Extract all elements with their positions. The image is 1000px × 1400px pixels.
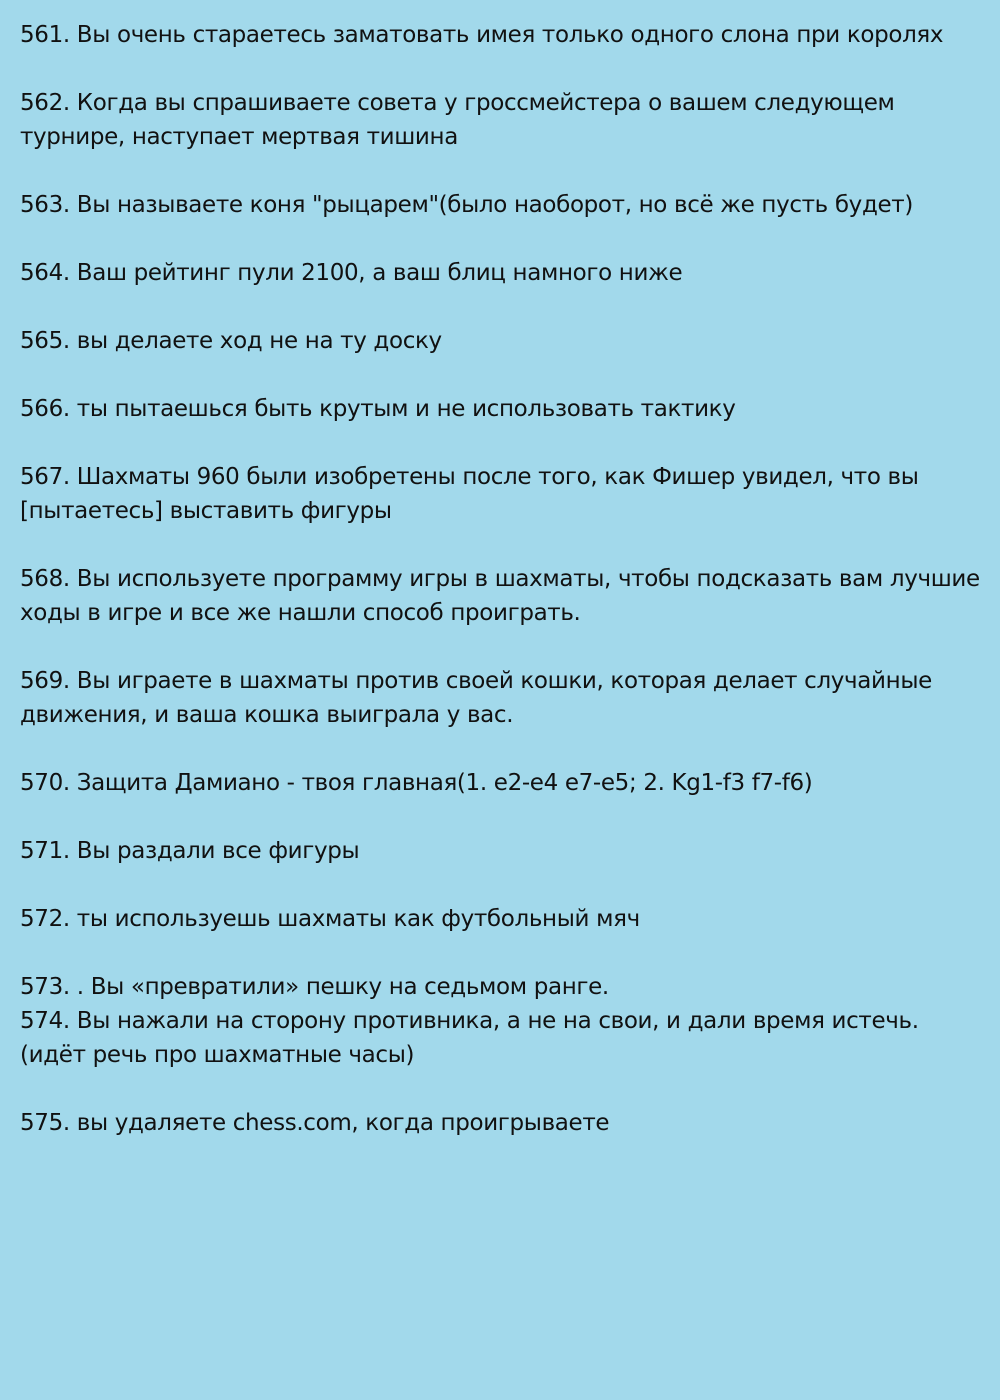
entry-570: 570. Защита Дамиано - твоя главная(1. e2-e4 e7-e5; 2. Kg1-f3 f7-f6) [20,770,813,796]
spacer [20,154,982,188]
spacer [20,630,982,664]
entry-561: 561. Вы очень стараетесь заматовать имея только одного слона при королях [20,22,944,48]
entry-568: 568. Вы используете программу игры в шахматы, чтобы подсказать вам лучшие ходы в игре и все же нашли способ проиграть. [20,566,980,626]
entry-564: 564. Ваш рейтинг пули 2100, а ваш блиц намного ниже [20,260,683,286]
spacer [20,528,982,562]
entry-572: 572. ты используешь шахматы как футбольный мяч [20,906,640,932]
spacer [20,290,982,324]
spacer [20,800,982,834]
spacer [20,222,982,256]
spacer [20,426,982,460]
entry-573: 573. . Вы «превратили» пешку на седьмом ранге. [20,974,609,1000]
entry-575: 575. вы удаляете chess.com, когда проигрываете [20,1110,610,1136]
spacer [20,52,982,86]
spacer [20,1072,982,1106]
entry-563: 563. Вы называете коня "рыцарем"(было наоборот, но всё же пусть будет) [20,192,913,218]
entry-574: 574. Вы нажали на сторону противника, а не на свои, и дали время истечь.(идёт речь про шахматные часы) [20,1008,919,1068]
entry-565: 565. вы делаете ход не на ту доску [20,328,442,354]
spacer [20,936,982,970]
entry-566: 566. ты пытаешься быть крутым и не использовать тактику [20,396,736,422]
entry-571: 571. Вы раздали все фигуры [20,838,360,864]
spacer [20,358,982,392]
spacer [20,732,982,766]
entry-567: 567. Шахматы 960 были изобретены после того, как Фишер увидел, что вы [пытаетесь] выставить фигуры [20,464,919,524]
spacer [20,868,982,902]
entry-562: 562. Когда вы спрашиваете совета у гроссмейстера о вашем следующем турнире, наступает мертвая тишина [20,90,895,150]
entry-569: 569. Вы играете в шахматы против своей кошки, которая делает случайные движения, и ваша кошка выиграла у вас. [20,668,932,728]
